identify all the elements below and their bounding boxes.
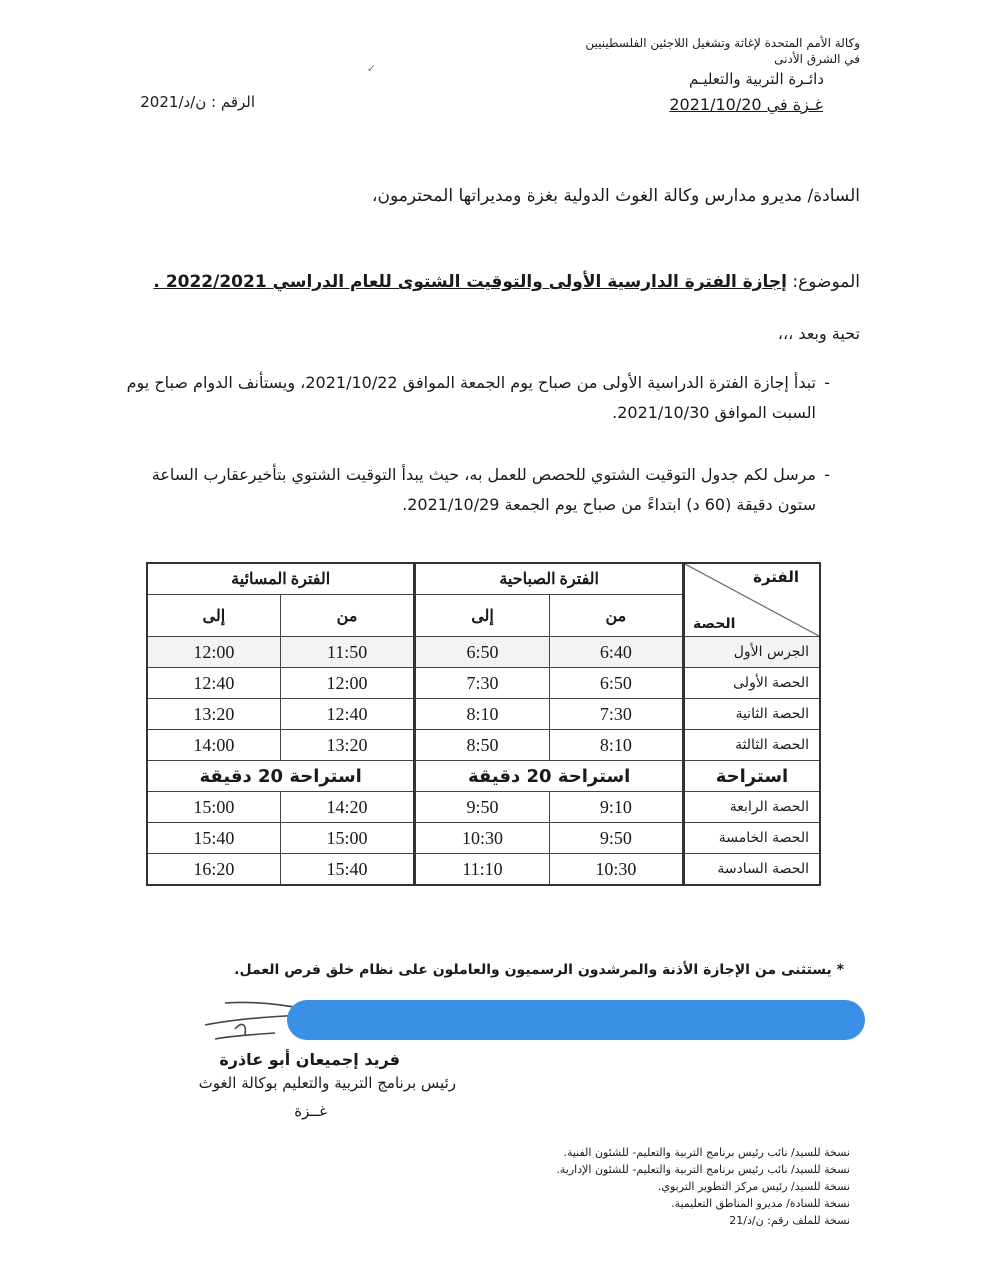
table-row <box>147 699 820 730</box>
morning-to-header: إلى <box>415 595 549 637</box>
greeting: تحية وبعد ،،، <box>777 324 860 343</box>
signatory-city: غــزة <box>294 1102 327 1120</box>
date-line: غـزة في 2021/10/20 <box>669 95 823 114</box>
morning-from-cell: 9:50 <box>549 823 683 854</box>
row-label: الحصة الأولى <box>684 668 821 699</box>
morning-to-cell: 10:30 <box>415 823 549 854</box>
morning-period-header: الفترة الصباحية <box>415 563 684 595</box>
table-row <box>147 792 820 823</box>
reference-number: الرقم : ن/د/2021 <box>140 93 255 111</box>
bullet-paragraph-2: مرسل لكم جدول التوقيت الشتوي للحصص للعمل به، حيث يبدأ التوقيت الشتوي بتأخيرعقارب الساعة ستون دقيقة (60 د) ابتداءً من صباح يوم الجمعة 2021/10/29. <box>151 465 816 514</box>
morning-from-cell: 6:50 <box>549 668 683 699</box>
org-name-line2: في الشرق الأدنى <box>774 52 860 66</box>
evening-to-cell: 14:00 <box>147 730 280 761</box>
evening-from-cell: 15:00 <box>280 823 415 854</box>
bullet-paragraph-1: تبدأ إجازة الفترة الدراسية الأولى من صباح يوم الجمعة الموافق 2021/10/22، ويستأنف الدوام صباح يوم السبت الموافق 2021/10/30. <box>126 373 816 422</box>
row-label: الحصة الرابعة <box>684 792 821 823</box>
row-label: الحصة الثالثة <box>684 730 821 761</box>
row-label: الحصة السادسة <box>684 854 821 886</box>
table-row <box>147 823 820 854</box>
redaction-mark <box>287 1000 865 1040</box>
subject-line <box>153 272 860 292</box>
evening-from-cell: 15:40 <box>280 854 415 886</box>
evening-to-cell: 15:00 <box>147 792 280 823</box>
schedule-table <box>146 562 821 886</box>
evening-to-cell: 12:40 <box>147 668 280 699</box>
table-row <box>147 668 820 699</box>
copies-list <box>556 1144 850 1229</box>
evening-to-cell: 13:20 <box>147 699 280 730</box>
copy-line: نسخة للملف رقم: ن/د/21 <box>729 1214 850 1227</box>
evening-to-cell: 15:40 <box>147 823 280 854</box>
evening-period-header: الفترة المسائية <box>147 563 415 595</box>
table-row <box>147 854 820 886</box>
org-name-line1: وكالة الأمم المتحدة لإغاثة وتشغيل اللاجئين الفلسطينيين <box>585 36 860 50</box>
subject-text: إجازة الفترة الدارسية الأولى والتوقيت الشتوى للعام الدراسي 2022/2021 . <box>153 272 787 292</box>
evening-from-header: من <box>280 595 415 637</box>
morning-to-cell: 9:50 <box>415 792 549 823</box>
table-corner-cell <box>684 563 821 637</box>
addressee: السادة/ مديرو مدارس وكالة الغوث الدولية بغزة ومديراتها المحترمون، <box>372 186 860 206</box>
department-name: دائـرة التربية والتعليـم <box>689 70 824 88</box>
morning-from-cell: 8:10 <box>549 730 683 761</box>
table-row <box>147 637 820 668</box>
evening-break-cell: استراحة 20 دقيقة <box>147 761 415 792</box>
evening-from-cell: 13:20 <box>280 730 415 761</box>
morning-to-cell: 8:50 <box>415 730 549 761</box>
row-label: الجرس الأول <box>684 637 821 668</box>
evening-from-cell: 12:40 <box>280 699 415 730</box>
morning-to-cell: 7:30 <box>415 668 549 699</box>
morning-to-cell: 6:50 <box>415 637 549 668</box>
morning-break-cell: استراحة 20 دقيقة <box>415 761 684 792</box>
evening-to-cell: 16:20 <box>147 854 280 886</box>
subject-label: الموضوع: <box>786 272 860 292</box>
pen-mark-icon: ✓ <box>366 62 376 75</box>
signatory-title: رئيس برنامج التربية والتعليم بوكالة الغوث <box>198 1074 456 1092</box>
bullet-marker: - <box>824 373 830 392</box>
row-label: الحصة الثانية <box>684 699 821 730</box>
morning-to-cell: 8:10 <box>415 699 549 730</box>
row-label: الحصة الخامسة <box>684 823 821 854</box>
evening-to-cell: 12:00 <box>147 637 280 668</box>
evening-to-header: إلى <box>147 595 280 637</box>
copy-line: نسخة للسيد/ رئيس مركز التطوير التربوي. <box>657 1180 850 1193</box>
bullet-marker: - <box>824 465 830 484</box>
morning-to-cell: 11:10 <box>415 854 549 886</box>
corner-period-label: الفترة <box>753 568 799 586</box>
break-row <box>147 761 820 792</box>
corner-class-label: الحصة <box>693 616 736 632</box>
signatory-name: فريد إجميعان أبو عاذرة <box>219 1050 400 1069</box>
evening-from-cell: 12:00 <box>280 668 415 699</box>
evening-from-cell: 11:50 <box>280 637 415 668</box>
morning-from-cell: 10:30 <box>549 854 683 886</box>
copy-line: نسخة للسادة/ مديرو المناطق التعليمية. <box>671 1197 850 1210</box>
break-label: استراحة <box>684 761 821 792</box>
morning-from-header: من <box>549 595 683 637</box>
exception-note: * يستثنى من الإجازة الأذنة والمرشدون الرسميون والعاملون على نظام خلق فرص العمل. <box>234 962 844 978</box>
morning-from-cell: 6:40 <box>549 637 683 668</box>
evening-from-cell: 14:20 <box>280 792 415 823</box>
morning-from-cell: 9:10 <box>549 792 683 823</box>
morning-from-cell: 7:30 <box>549 699 683 730</box>
copy-line: نسخة للسيد/ نائب رئيس برنامج التربية والتعليم- للشئون الإدارية. <box>556 1163 850 1176</box>
table-row <box>147 730 820 761</box>
copy-line: نسخة للسيد/ نائب رئيس برنامج التربية والتعليم- للشئون الفنية. <box>563 1146 850 1159</box>
